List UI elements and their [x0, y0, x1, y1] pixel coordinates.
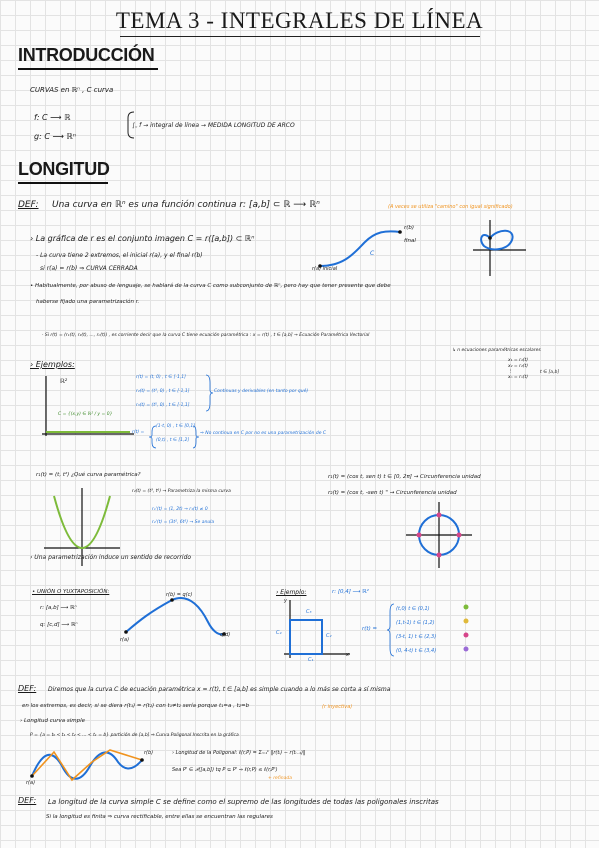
intro-integral: ∫꜀ f → integral de línea → MEDIDA LONGITUD DE ARCO [132, 122, 295, 129]
param-line: · Si r(t) = (r₁(t), r₂(t), ..., rₙ(t)) , es corriente decir que la curva C tiene ecuación paramétrica : x = r(t) , t ∈ [a,b] → Ecuación Paramétrica Vectorial [42, 333, 370, 338]
example-r2: r₂(t) = (t³, 0) , t ∈ [-1,1] [136, 389, 190, 394]
section-underline [18, 68, 158, 70]
section-heading-introduccion: INTRODUCCIÓN [18, 45, 155, 65]
param-system [508, 358, 528, 380]
def-curva-note: (A veces se utiliza "camino" con igual significado) [388, 204, 513, 210]
axis-y-label: y [284, 598, 287, 604]
param-eq: x₂ = r₂(t) [508, 363, 529, 369]
circle-param-2: r₂(t) = (cos t, -sen t) " → Circunferencia unidad [328, 490, 457, 496]
habitual-text-1: • Habitualmente, por abuso de lenguaje, se hablará de la curva C como subconjunto de ℝⁿ, pero hay que tener presente que debe [30, 283, 391, 289]
axis-x-label: x [346, 652, 349, 658]
param-sys-t: t ∈ [a,b] [540, 370, 560, 375]
axis-label-r2: ℝ² [60, 378, 68, 385]
derivative-1: r₁'(t) = (1, 2t) → r₁(t) ≠ 0 [152, 507, 208, 512]
def-inyectiva: (r inyectiva) [322, 704, 353, 710]
param-eq: ⋮ [508, 369, 513, 374]
habitual-text-2: haberse fijado una parametrización r. [36, 299, 140, 305]
segment-c1: C₁ [308, 657, 314, 663]
intro-f-map: f: C ⟶ ℝ [34, 113, 71, 122]
union-heading: • UNIÓN O YUXTAPOSICIÓN: [32, 589, 110, 595]
intro-g-map: g: C ⟶ ℝⁿ [34, 132, 76, 141]
curve-rb-label: r(b) [404, 225, 415, 231]
example-r1: r(t) = (t, 0) , t ∈ [-1,1] [136, 375, 186, 380]
refinada-note: + refinada [268, 776, 292, 781]
union-rb-label: r(b) = q(c) [166, 592, 193, 598]
polygonal-sketch [28, 740, 148, 790]
union-pieces [396, 602, 436, 658]
union-ejemplo: › Ejemplo: [276, 589, 307, 596]
example-axes [38, 372, 138, 442]
poly-ra-label: r(a) [26, 780, 36, 786]
circle-param-1: r₁(t) = (cos t, sen t) t ∈ [0, 2π] → Circunferencia unidad [328, 474, 481, 480]
curve-set-label: C = {(x,y) ∈ ℝ² / y = 0} [58, 412, 113, 417]
param-scalar: ↳ n ecuaciones paramétricas escalares [452, 348, 541, 353]
piece-color-dots [462, 602, 470, 658]
cerrada-text: si r(a) = r(b) ⇒ CURVA CERRADA [40, 265, 138, 272]
union-piece: (0, 4-t) t ∈ (3,4) [396, 648, 437, 654]
def-curva: Una curva en ℝⁿ es una función continua r: [a,b] ⊂ ℝ ⟶ ℝⁿ [52, 200, 320, 210]
union-piece: (1,t-1) t ∈ (1,2) [396, 620, 435, 626]
def-label-3: DEF: [18, 796, 37, 805]
refinement-text: Sea P' ∈ 𝒫([a,b]) tq P ⊆ P' ⇒ ℓ(r,P) ≤ ℓ(r,P') [172, 767, 278, 773]
example-r-eq: r(t) = [132, 430, 145, 435]
sentido-text: › Una parametrización induce un sentido de recorrido [30, 554, 192, 561]
union-ra-label: r(a) [120, 637, 130, 643]
param-eq: x₁ = r₁(t) [508, 358, 529, 363]
r2-param: r₂(t) = (t³, t⁶) → Parametriza la misma curva [132, 489, 231, 494]
section-heading-longitud: LONGITUD [18, 159, 110, 179]
ejemplos-heading: › Ejemplos: [30, 360, 75, 369]
grafica-text: › La gráfica de r es el conjunto imagen C = r([a,b]) ⊂ ℝⁿ [30, 234, 255, 243]
def-simple-2: en los extremos, es decir, si se diera r(t₁) = r(t₂) con t₁≠t₂ sería porque t₁=a , t₂=b [22, 703, 250, 709]
square-path-sketch [282, 598, 352, 670]
union-q-map: q: [c,d] ⟶ ℝⁿ [40, 622, 78, 628]
param-eq: xₙ = rₙ(t) [508, 374, 529, 380]
union-r-def: r(t) = [362, 626, 378, 632]
union-sketch [120, 590, 230, 645]
brace-note-1: Continuas y derivables (en tanto por qué) [214, 389, 309, 394]
derivative-2: r₂'(t) = (3t², 6t⁵) → Se anula [152, 520, 215, 525]
page-title: TEMA 3 - INTEGRALES DE LÍNEA [115, 8, 484, 33]
example-r3: r₃(t) = (t⁵, 0) , t ∈ [-1,1] [136, 403, 190, 408]
union-piece: (3-t, 1) t ∈ (2,3) [396, 634, 437, 640]
union-ejemplo-map: r: [0,4] ⟶ ℝ² [332, 589, 369, 595]
def-longitud: La longitud de la curva simple C se define como el supremo de las longitudes de todas las poligonales inscritas [48, 798, 439, 806]
section-underline [18, 182, 108, 184]
piece-dot [464, 647, 469, 652]
piece-dot [464, 633, 469, 638]
extremos-text: - La curva tiene 2 extremos, el inicial r(a), y el final r(b) [36, 252, 203, 259]
piece-dot [464, 619, 469, 624]
brace [386, 602, 396, 658]
union-piece: (t,0) t ∈ (0,1) [396, 606, 430, 612]
example-piece-2: (0,t) , t ∈ [1,2] [156, 438, 190, 443]
r1-question: r₁(t) = (t, t²) ¿Qué curva paramétrica? [36, 472, 141, 478]
def-label-2: DEF: [18, 684, 37, 693]
circle-sketch [404, 500, 474, 570]
segment-c3: C₃ [306, 609, 312, 615]
brace [204, 373, 214, 413]
particion-text: P = {a = t₀ < t₁ < t₂ < ... < tₖ = b} partición de [a,b] ⇒ Curva Poligonal Inscrita en la gráfica [30, 733, 239, 738]
intro-curvas: CURVAS en ℝⁿ , C curva [30, 86, 114, 94]
brace [192, 424, 200, 450]
curve-final-label: final [404, 238, 416, 244]
piece-dot [464, 605, 469, 610]
longitud-simple: › Longitud curva simple [20, 718, 86, 724]
brace-note-2: ⇒ No continua en C por no es una parametrización de C [200, 431, 327, 436]
union-qd-label: q(d) [220, 632, 231, 638]
def-rectificable: Si la longitud es finita ⇒ curva rectificable, entre ellas se encuentran las regulares [46, 814, 273, 820]
poligonal-length: › Longitud de la Poligonal: ℓ(r,P) = Σᵢ₌₁ᵏ ‖r(tᵢ) − r(tᵢ₋₁)‖ [172, 750, 306, 756]
title-underline [120, 36, 480, 37]
union-r-map: r: [a,b] ⟶ ℝⁿ [40, 605, 77, 611]
segment-c4: C₄ [276, 630, 282, 636]
curve-ra-label: r(a) inicial [312, 266, 338, 272]
closed-curve-sketch [468, 218, 528, 278]
curve-c-label: C [370, 250, 375, 257]
def-label-1: DEF: [18, 200, 39, 210]
segment-c2: C₂ [326, 633, 332, 639]
curve-sketch [305, 222, 425, 282]
poly-rb-label: r(b) [144, 750, 154, 756]
example-piece-1: (1-t, 0) , t ∈ [0,1] [156, 424, 195, 429]
def-simple: Diremos que la curva C de ecuación paramétrica x = r(t), t ∈ [a,b] es simple cuando a lo más se corta a sí misma [48, 686, 391, 693]
